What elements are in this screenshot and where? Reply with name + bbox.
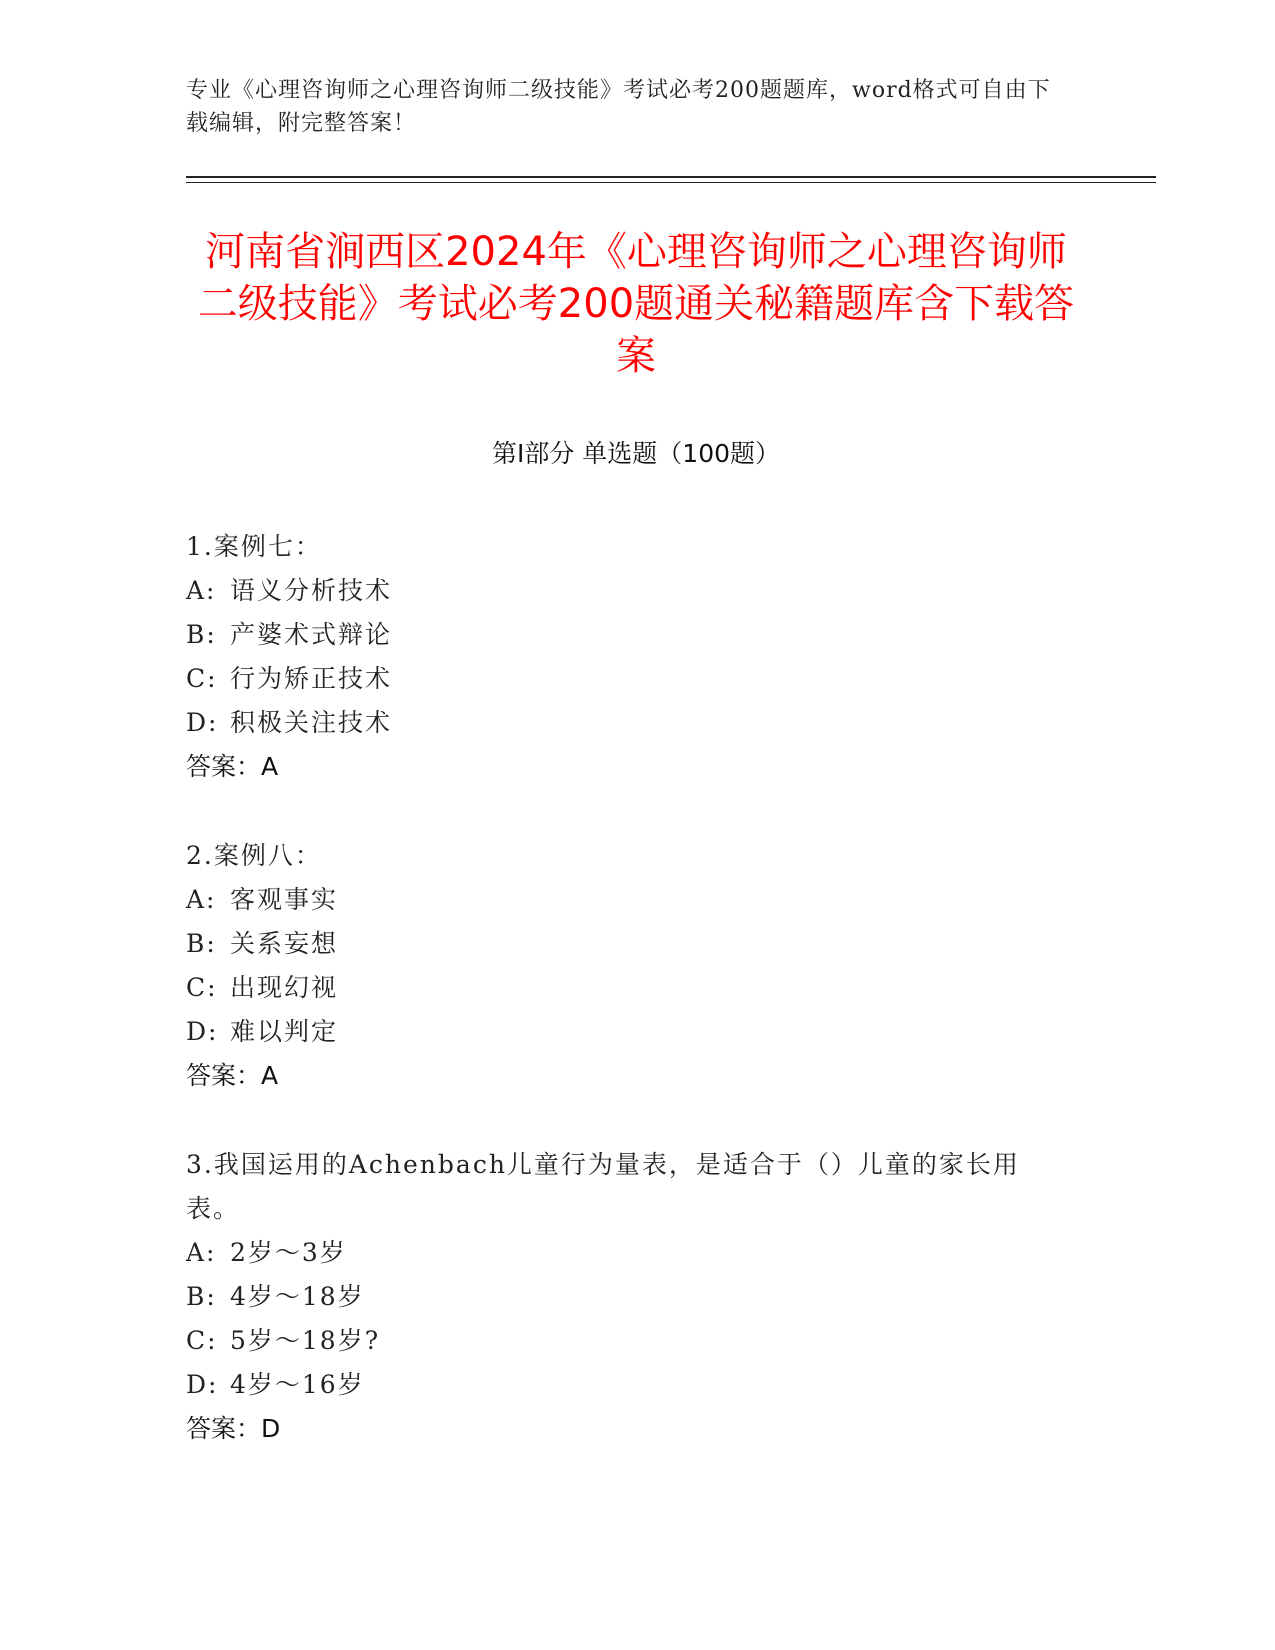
option-key: C: <box>186 664 218 693</box>
question-2 <box>186 834 1066 1098</box>
option-text: 2岁～3岁 <box>230 1238 347 1267</box>
option-text: 客观事实 <box>230 885 339 914</box>
option-text: 语义分析技术 <box>230 576 393 605</box>
option-b <box>186 1275 1066 1319</box>
option-d <box>186 1363 1066 1407</box>
question-stem: 3.我国运用的Achenbach儿童行为量表，是适合于（）儿童的家长用表。 <box>186 1150 1020 1223</box>
option-key: B: <box>186 929 217 958</box>
option-key: A: <box>186 885 217 914</box>
header-rule-thick <box>186 176 1156 178</box>
option-text: 出现幻视 <box>230 973 339 1002</box>
option-b <box>186 613 1066 657</box>
answer-line: 答案：D <box>186 1414 281 1443</box>
option-d <box>186 1010 1066 1054</box>
option-text: 4岁～18岁 <box>230 1282 365 1311</box>
document-title: 河南省涧西区2024年《心理咨询师之心理咨询师二级技能》考试必考200题通关秘籍题库含下载答案 <box>197 229 1075 379</box>
option-text: 产婆术式辩论 <box>230 620 393 649</box>
answer-line: 答案：A <box>186 752 279 781</box>
answer-line: 答案：A <box>186 1061 279 1090</box>
option-text: 难以判定 <box>230 1017 339 1046</box>
option-key: A: <box>186 1238 217 1267</box>
option-c <box>186 1319 1066 1363</box>
option-key: A: <box>186 576 217 605</box>
option-a <box>186 878 1066 922</box>
option-key: B: <box>186 620 217 649</box>
question-stem: 1.案例七： <box>186 532 322 561</box>
option-key: D: <box>186 1017 219 1046</box>
question-list <box>186 525 1066 1496</box>
option-c <box>186 966 1066 1010</box>
option-text: 5岁～18岁? <box>230 1326 381 1355</box>
header-rule-thin <box>186 182 1156 183</box>
option-a <box>186 569 1066 613</box>
section-title: 第Ⅰ部分 单选题（100题） <box>491 439 781 468</box>
option-text: 4岁～16岁 <box>230 1370 365 1399</box>
option-b <box>186 922 1066 966</box>
option-a <box>186 1231 1066 1275</box>
option-text: 关系妄想 <box>230 929 339 958</box>
option-key: D: <box>186 1370 219 1399</box>
option-c <box>186 657 1066 701</box>
option-key: C: <box>186 1326 218 1355</box>
header-note: 专业《心理咨询师之心理咨询师二级技能》考试必考200题题库，word格式可自由下载编辑，附完整答案！ <box>186 78 1051 136</box>
option-text: 积极关注技术 <box>230 708 393 737</box>
option-text: 行为矫正技术 <box>230 664 393 693</box>
question-3 <box>186 1143 1066 1451</box>
option-d <box>186 701 1066 745</box>
option-key: B: <box>186 1282 217 1311</box>
option-key: D: <box>186 708 219 737</box>
option-key: C: <box>186 973 218 1002</box>
question-stem: 2.案例八： <box>186 841 322 870</box>
question-1 <box>186 525 1066 789</box>
